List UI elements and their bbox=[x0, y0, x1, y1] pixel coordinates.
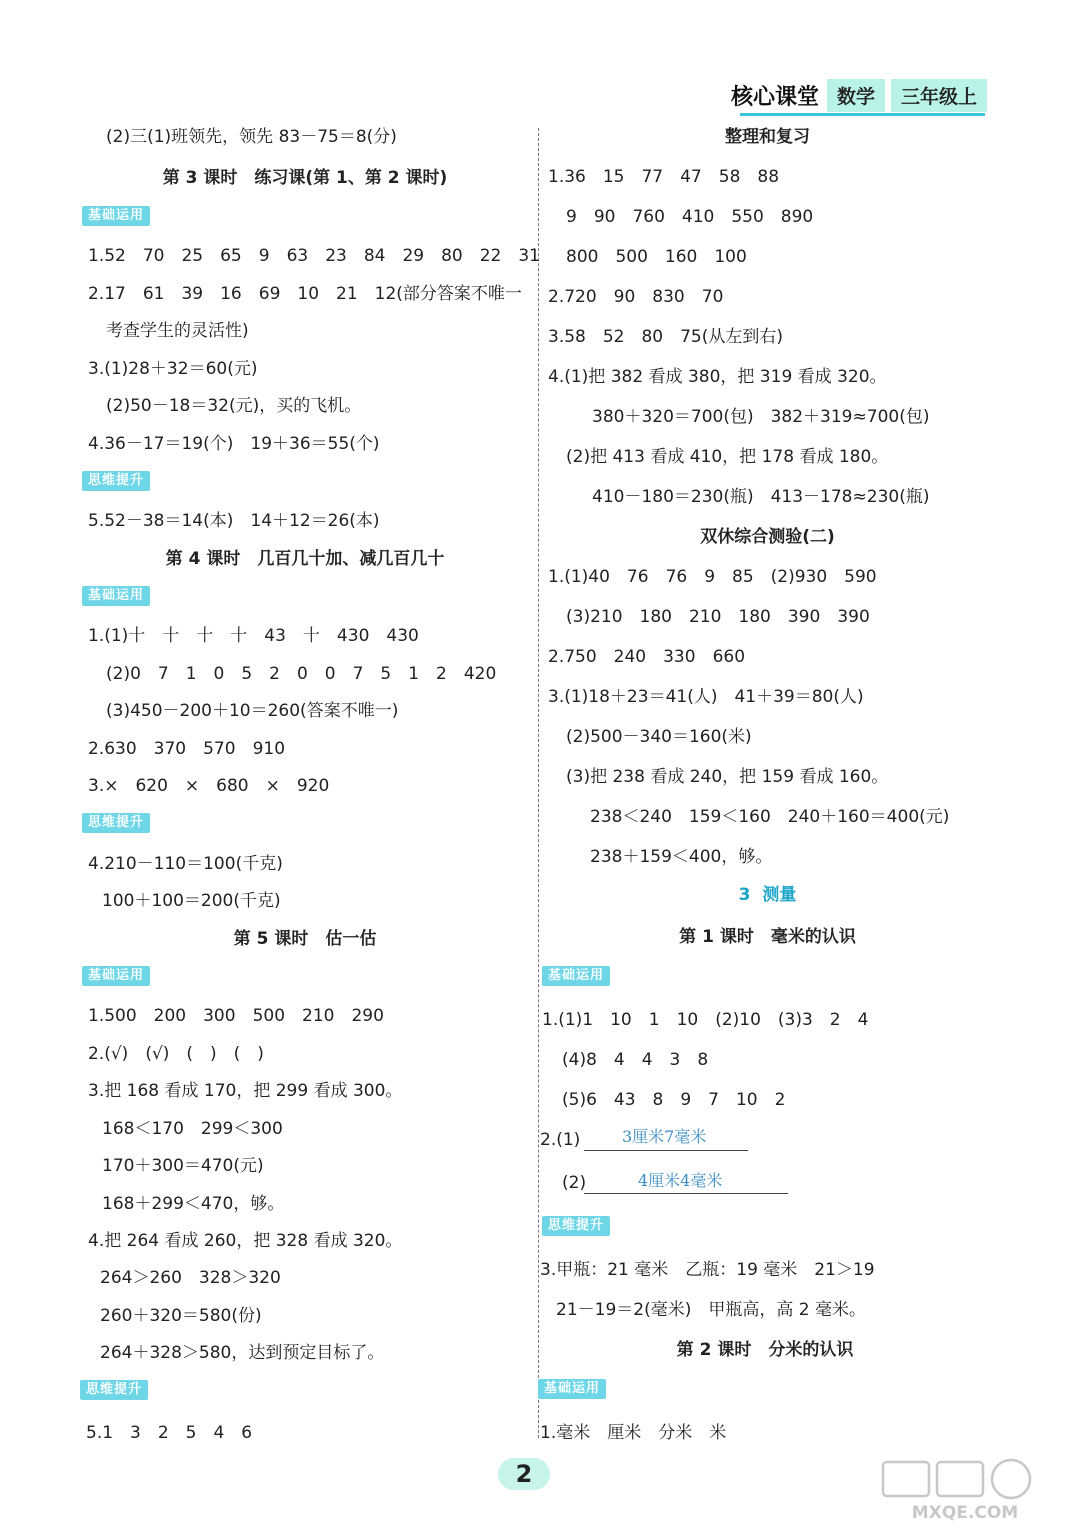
answer-line: 4.210－110＝100(千克) bbox=[88, 854, 283, 874]
answer-line: (2)0 7 1 0 5 2 0 0 7 5 1 2 420 bbox=[106, 664, 497, 684]
ruler-line bbox=[584, 1150, 748, 1151]
answer-line: 264＞260 328＞320 bbox=[100, 1268, 281, 1288]
answer-line: 1.(1)1 10 1 10 (2)10 (3)3 2 4 bbox=[542, 1010, 869, 1030]
answer-line: 21－19＝2(毫米) 甲瓶高，高 2 毫米。 bbox=[556, 1300, 866, 1320]
answer-line: 9 90 760 410 550 890 bbox=[566, 207, 814, 227]
lesson-heading: 第 4 课时 几百几十加、减几百几十 bbox=[165, 549, 445, 569]
page-number: 2 bbox=[498, 1458, 550, 1490]
handwritten-answer: 4厘米4毫米 bbox=[638, 1171, 723, 1190]
answer-line: 3.把 168 看成 170，把 299 看成 300。 bbox=[88, 1081, 403, 1101]
answer-line: 170＋300＝470(元) bbox=[102, 1156, 264, 1176]
lesson-heading: 第 3 课时 练习课(第 1、第 2 课时) bbox=[162, 168, 448, 188]
column-divider bbox=[538, 128, 539, 1438]
thinking-tag: 思维提升 bbox=[82, 813, 150, 833]
handwritten-answer: 3厘米7毫米 bbox=[622, 1127, 707, 1146]
answer-line: 3.(1)28＋32＝60(元) bbox=[88, 359, 258, 379]
answer-line: (3)450－200＋10＝260(答案不唯一) bbox=[106, 701, 399, 721]
answer-line: 168＋299＜470，够。 bbox=[102, 1194, 285, 1214]
answer-line: 238＜240 159＜160 240＋160＝400(元) bbox=[590, 807, 950, 827]
basic-tag: 基础运用 bbox=[542, 966, 610, 986]
ruler-line bbox=[584, 1193, 788, 1194]
answer-line: 1.毫米 厘米 分米 米 bbox=[540, 1423, 727, 1443]
answer-line: 3.甲瓶：21 毫米 乙瓶：19 毫米 21＞19 bbox=[540, 1260, 875, 1280]
lesson-heading: 第 5 课时 估一估 bbox=[233, 929, 377, 949]
answer-line: (2)把 413 看成 410，把 178 看成 180。 bbox=[566, 447, 889, 467]
answer-line: (2)50－18＝32(元)，买的飞机。 bbox=[106, 396, 362, 416]
answer-line: 4.(1)把 382 看成 380，把 319 看成 320。 bbox=[548, 367, 887, 387]
answer-line: 238＋159＜400，够。 bbox=[590, 847, 773, 867]
subject-label: 数学 bbox=[827, 79, 885, 112]
watermark-logo bbox=[879, 1458, 1051, 1524]
answer-line: (5)6 43 8 9 7 10 2 bbox=[562, 1090, 786, 1110]
thinking-tag: 思维提升 bbox=[542, 1216, 610, 1236]
book-title: 核心课堂 bbox=[730, 84, 819, 110]
basic-tag: 基础运用 bbox=[82, 206, 150, 226]
answer-line: (2)500－340＝160(米) bbox=[566, 727, 752, 747]
answer-line: 1.(1)十 十 十 十 43 十 430 430 bbox=[88, 626, 419, 646]
basic-tag: 基础运用 bbox=[538, 1379, 606, 1399]
lesson-heading: 双休综合测验(二) bbox=[700, 527, 835, 547]
answer-line: 3.58 52 80 75(从左到右) bbox=[548, 327, 784, 347]
thinking-tag: 思维提升 bbox=[82, 471, 150, 491]
answer-line: (2)三(1)班领先，领先 83－75＝8(分) bbox=[106, 127, 397, 147]
answer-line: 2.720 90 830 70 bbox=[548, 287, 724, 307]
basic-tag: 基础运用 bbox=[82, 966, 150, 986]
lesson-heading: 整理和复习 bbox=[725, 127, 810, 147]
answer-line: 5.1 3 2 5 4 6 bbox=[86, 1423, 253, 1443]
unit-number: 3 bbox=[738, 885, 751, 905]
header-underline bbox=[740, 113, 985, 116]
answer-line: 4.36－17＝19(个) 19＋36＝55(个) bbox=[88, 434, 380, 454]
unit-name: 测量 bbox=[762, 885, 797, 905]
svg-text:MXQE.COM: MXQE.COM bbox=[911, 1503, 1019, 1523]
answer-line: 100＋100＝200(千克) bbox=[102, 891, 281, 911]
answer-line: 4.把 264 看成 260，把 328 看成 320。 bbox=[88, 1231, 403, 1251]
answer-line: 410－180＝230(瓶) 413－178≈230(瓶) bbox=[592, 487, 930, 507]
answer-line: 1.36 15 77 47 58 88 bbox=[548, 167, 780, 187]
page-header bbox=[731, 78, 987, 112]
lesson-heading: 第 1 课时 毫米的认识 bbox=[679, 927, 856, 947]
answer-line: (4)8 4 4 3 8 bbox=[562, 1050, 709, 1070]
answer-line: 考查学生的灵活性) bbox=[106, 321, 249, 341]
answer-line: 2.630 370 570 910 bbox=[88, 739, 286, 759]
answer-line: 2.17 61 39 16 69 10 21 12(部分答案不唯一 bbox=[88, 284, 522, 304]
answer-line: (3)210 180 210 180 390 390 bbox=[566, 607, 870, 627]
answer-line: 1.(1)40 76 76 9 85 (2)930 590 bbox=[548, 567, 877, 587]
answer-line: 5.52－38＝14(本) 14＋12＝26(本) bbox=[88, 511, 380, 531]
answer-line: 260＋320＝580(份) bbox=[100, 1306, 262, 1326]
answer-line: 380＋320＝700(包) 382＋319≈700(包) bbox=[592, 407, 930, 427]
thinking-tag: 思维提升 bbox=[80, 1380, 148, 1400]
answer-line: 1.500 200 300 500 210 290 bbox=[88, 1006, 384, 1026]
lesson-heading: 第 2 课时 分米的认识 bbox=[676, 1340, 854, 1360]
answer-line: 168＜170 299＜300 bbox=[102, 1119, 283, 1139]
answer-line: 2.(√) (√) ( ) ( ) bbox=[88, 1044, 264, 1064]
answer-line: 2.750 240 330 660 bbox=[548, 647, 746, 667]
unit-heading bbox=[540, 882, 995, 908]
answer-line: 3.(1)18＋23＝41(人) 41＋39＝80(人) bbox=[548, 687, 864, 707]
answer-line: (2) bbox=[562, 1173, 587, 1193]
basic-tag: 基础运用 bbox=[82, 586, 150, 606]
answer-line: 3.× 620 × 680 × 920 bbox=[88, 776, 330, 796]
answer-line: 800 500 160 100 bbox=[566, 247, 747, 267]
grade-label: 三年级上 bbox=[891, 79, 987, 112]
answer-line: 2.(1) bbox=[540, 1130, 581, 1150]
answer-line: (3)把 238 看成 240，把 159 看成 160。 bbox=[566, 767, 889, 787]
answer-line: 1.52 70 25 65 9 63 23 84 29 80 22 31 bbox=[88, 246, 540, 266]
answer-line: 264＋328＞580，达到预定目标了。 bbox=[100, 1343, 385, 1363]
